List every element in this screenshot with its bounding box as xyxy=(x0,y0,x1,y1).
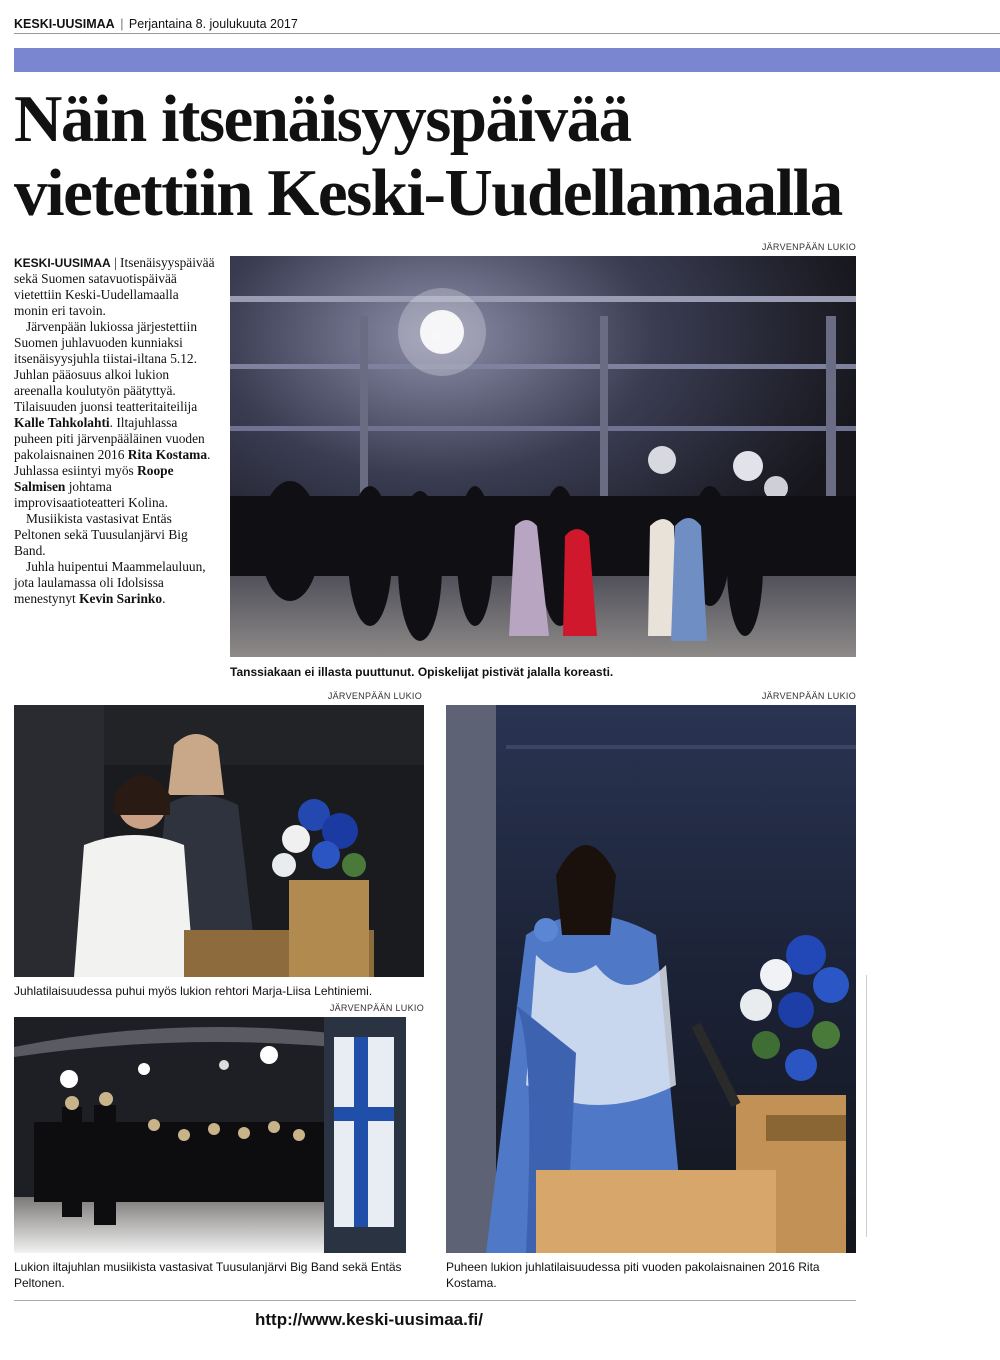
headline xyxy=(14,82,1000,230)
photo-rita xyxy=(446,705,856,1253)
caption-band: Lukion iltajuhlan musiikista vastasivat Tuusulanjärvi Big Band sekä Entäs Peltonen. xyxy=(14,1260,402,1290)
name-roope: Roope Salmisen xyxy=(14,463,174,494)
name-rita: Rita Kostama xyxy=(127,447,208,462)
paragraph-3-text-b: johtama improvisaatioteatteri Kolina. xyxy=(14,479,168,510)
caption-speech: Juhlatilaisuudessa puhui myös lukion rehtori Marja-Liisa Lehtiniemi. xyxy=(14,984,373,998)
paragraph-2-text-a: Järvenpään lukiossa järjestettiin Suomen juhlavuoden kunniaksi itsenäisyysjuhla tiistai-iltana 5.12. Juhlan pääosuus alkoi lukion areenalla koulutyön päätyttyä. Tilaisuuden juonsi teatteritaiteilija xyxy=(14,319,198,414)
issue-date: Perjantaina 8. joulukuuta 2017 xyxy=(128,17,298,31)
paragraph-5-text-a: Juhla huipentui Maammelauluun, jota laulamassa oli Idolsissa menestynyt xyxy=(14,559,206,606)
name-kevin: Kevin Sarinko xyxy=(79,591,163,606)
headline-line-2: vietettiin Keski-Uudellamaalla xyxy=(14,156,842,230)
paper-name: KESKI-UUSIMAA xyxy=(14,17,115,31)
article-body xyxy=(14,255,216,607)
masthead xyxy=(14,14,1000,34)
paragraph-1-text: | Itsenäisyyspäivää sekä Suomen satavuotispäivää vietettiin Keski-Uudellamaalla monin eri tavoin. xyxy=(14,255,215,318)
paragraph-5-text-b: . xyxy=(162,591,166,606)
caption-main: Tanssiakaan ei illasta puuttunut. Opiskelijat pistivät jalalla koreasti. xyxy=(230,665,614,679)
paragraph-2 xyxy=(14,319,216,511)
paragraph-1 xyxy=(14,255,216,319)
paragraph-3-text-a: Juhlassa esiintyi myös xyxy=(14,463,138,478)
paragraph-5 xyxy=(14,559,216,607)
photo-credit-speech: JÄRVENPÄÄN LUKIO xyxy=(327,691,422,701)
masthead-separator: | xyxy=(120,17,124,31)
photo-credit-band: JÄRVENPÄÄN LUKIO xyxy=(329,1003,424,1013)
photo-speech xyxy=(14,705,424,977)
photo-credit-main: JÄRVENPÄÄN LUKIO xyxy=(761,242,856,252)
column-divider xyxy=(866,975,867,1237)
name-kalle: Kalle Tahkolahti xyxy=(14,415,110,430)
paragraph-4: Musiikista vastasivat Entäs Peltonen sekä Tuusulanjärvi Big Band. xyxy=(14,511,188,558)
paragraph-2-text-b: . Iltajuhlassa puheen piti järvenpääläinen vuoden pakolaisnainen 2016 xyxy=(14,415,205,462)
section-banner xyxy=(14,48,1000,72)
caption-rita: Puheen lukion juhlatilaisuudessa piti vuoden pakolaisnainen 2016 Rita Kostama. xyxy=(446,1260,820,1290)
footer-rule xyxy=(14,1300,856,1301)
paragraph-2-text-c: . xyxy=(207,447,211,462)
photo-band xyxy=(14,1017,424,1253)
dateline: KESKI-UUSIMAA xyxy=(14,256,111,270)
photo-credit-rita: JÄRVENPÄÄN LUKIO xyxy=(761,691,856,701)
photo-dance xyxy=(230,256,856,657)
source-url[interactable]: http://www.keski-uusimaa.fi/ xyxy=(255,1310,483,1329)
headline-line-1: Näin itsenäisyyspäivää xyxy=(14,82,631,156)
